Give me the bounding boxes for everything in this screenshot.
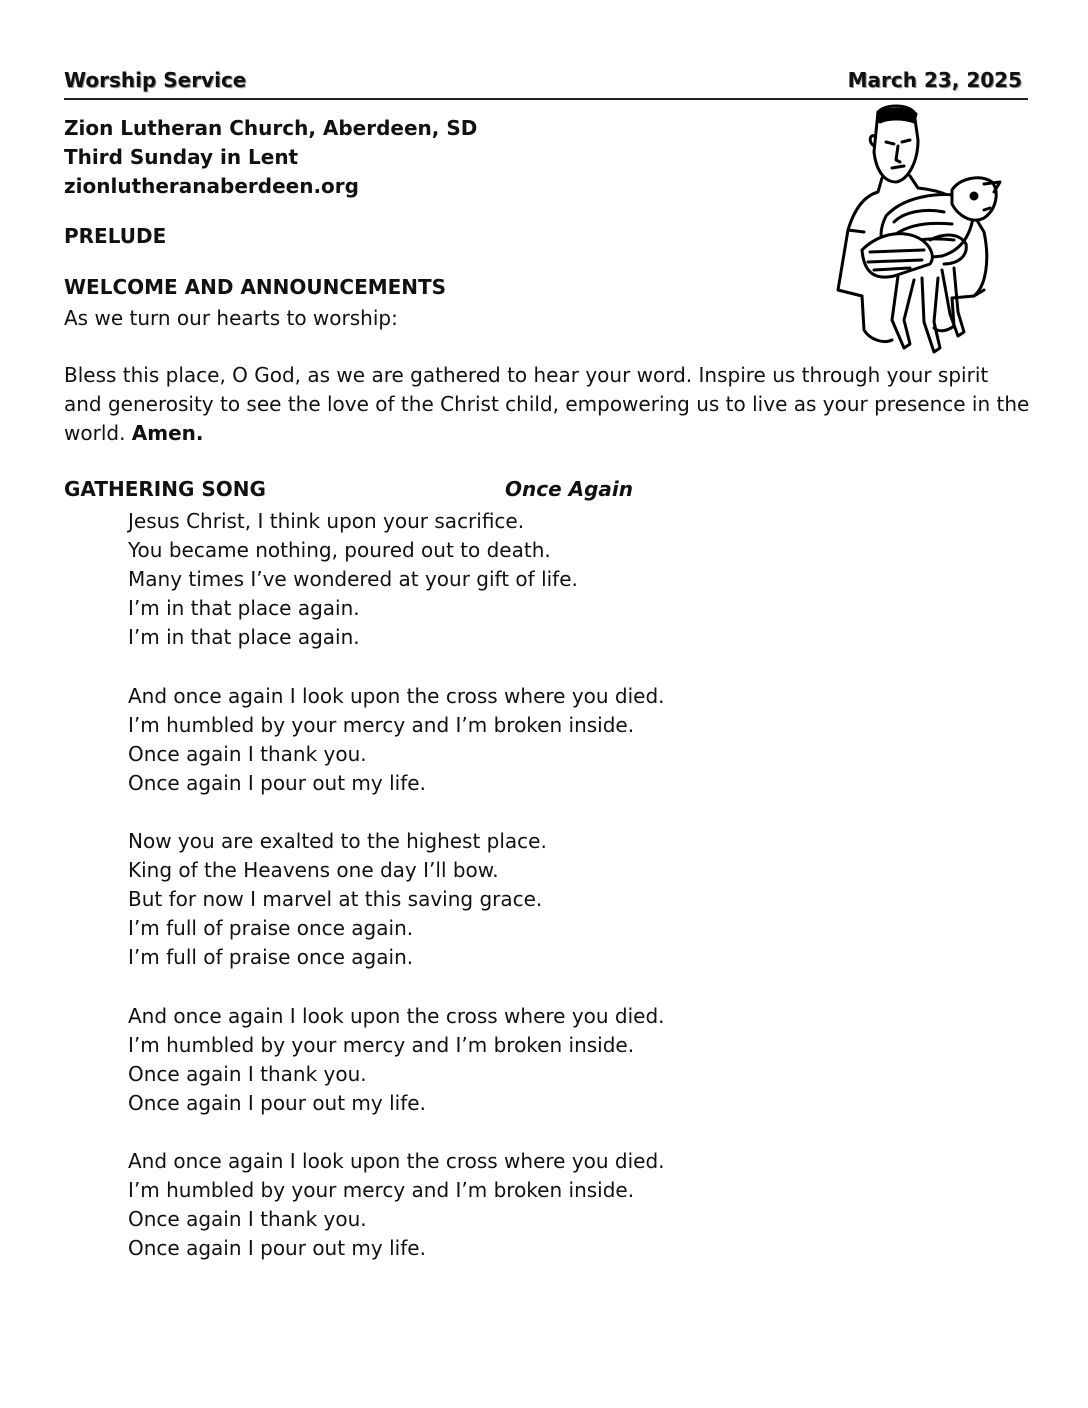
lyric-line: I’m full of praise once again. <box>128 945 414 969</box>
lyric-line: I’m in that place again. <box>128 625 360 649</box>
lyric-line: Jesus Christ, I think upon your sacrifice. <box>128 509 525 533</box>
lyric-line: But for now I marvel at this saving grace. <box>128 887 543 911</box>
lyric-line: And once again I look upon the cross where you died. <box>128 1003 665 1028</box>
song-lyrics <box>128 507 665 1293</box>
lyric-line: I’m humbled by your mercy and I’m broken inside. <box>128 1032 635 1057</box>
shepherd-with-lamb-icon <box>834 100 1004 358</box>
stanza <box>128 827 665 972</box>
prayer-text: world. <box>64 421 126 445</box>
church-occasion: Third Sunday in Lent <box>64 145 299 169</box>
header-date: March 23, 2025 <box>847 68 1022 92</box>
lyric-line: Once again I thank you. <box>128 1207 367 1231</box>
lyric-line: Once again I pour out my life. <box>128 1236 426 1260</box>
header-title: Worship Service <box>64 68 247 92</box>
welcome-intro: As we turn our hearts to worship: <box>64 306 398 330</box>
prayer-line: Bless this place, O God, as we are gathered to hear your word. Inspire us through your spirit <box>64 363 989 387</box>
gathering-song-heading: GATHERING SONG <box>64 477 266 501</box>
lyric-line: And once again I look upon the cross where you died. <box>128 683 665 708</box>
lyric-line: Many times I’ve wondered at your gift of life. <box>128 567 578 591</box>
prelude-heading: PRELUDE <box>64 224 167 248</box>
lyric-line: Once again I thank you. <box>128 741 367 766</box>
welcome-heading: WELCOME AND ANNOUNCEMENTS <box>64 275 447 299</box>
prayer-line <box>64 419 1039 448</box>
church-name: Zion Lutheran Church, Aberdeen, SD <box>64 116 478 140</box>
church-info <box>64 114 477 201</box>
church-website: zionlutheranaberdeen.org <box>64 174 359 198</box>
page-header <box>64 68 1028 100</box>
prayer-line: and generosity to see the love of the Christ child, empowering us to live as your presence in the <box>64 392 1030 416</box>
opening-prayer <box>64 361 1039 448</box>
lyric-line: I’m humbled by your mercy and I’m broken inside. <box>128 712 635 737</box>
lyric-line: I’m in that place again. <box>128 596 360 620</box>
stanza <box>128 682 665 798</box>
lyric-line: Once again I pour out my life. <box>128 770 426 795</box>
lyric-line: Now you are exalted to the highest place. <box>128 829 547 853</box>
lyric-line: I’m humbled by your mercy and I’m broken inside. <box>128 1178 635 1202</box>
stanza <box>128 507 665 652</box>
lyric-line: And once again I look upon the cross where you died. <box>128 1149 665 1173</box>
stanza <box>128 1002 665 1118</box>
lyric-line: King of the Heavens one day I’ll bow. <box>128 858 499 882</box>
prayer-amen: Amen. <box>131 421 204 445</box>
song-name: Once Again <box>505 477 634 501</box>
lyric-line: Once again I thank you. <box>128 1061 367 1086</box>
lyric-line: I’m full of praise once again. <box>128 916 414 940</box>
stanza <box>128 1147 665 1263</box>
lyric-line: Once again I pour out my life. <box>128 1090 426 1115</box>
lyric-line: You became nothing, poured out to death. <box>128 538 551 562</box>
